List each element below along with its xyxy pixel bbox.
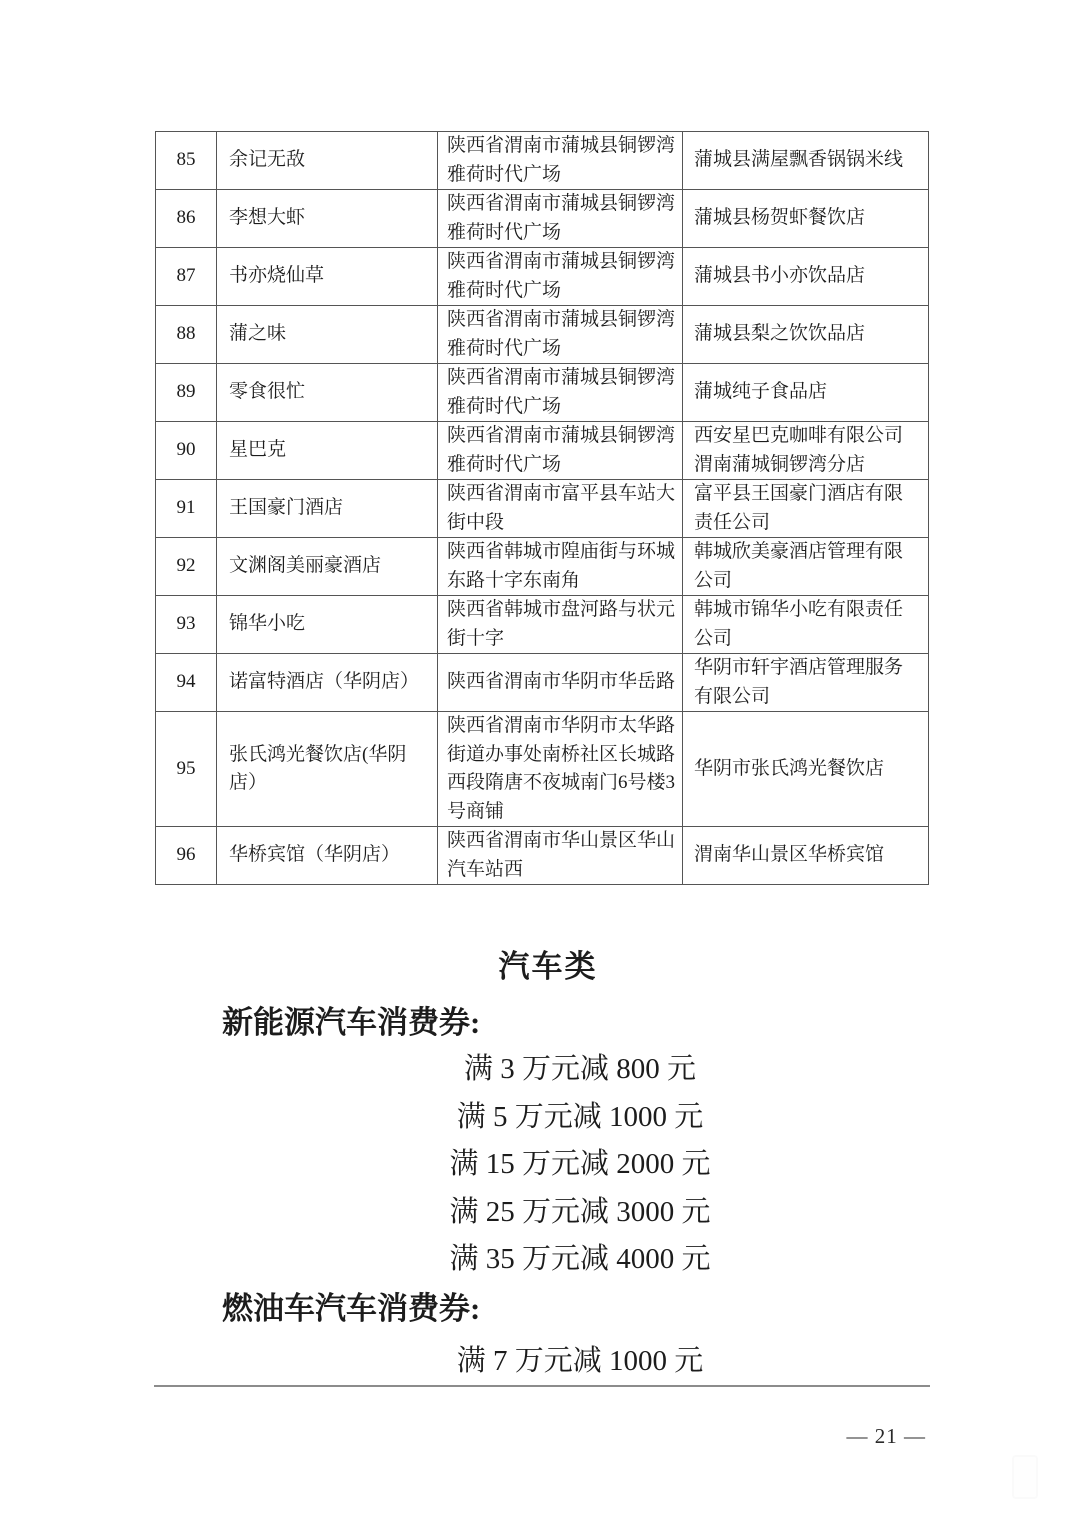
cell-address: 陕西省渭南市蒲城县铜锣湾雅荷时代广场 — [438, 190, 683, 248]
cell-merchant-name: 蒲之味 — [217, 306, 438, 364]
cell-merchant-name: 余记无敌 — [217, 132, 438, 190]
table-row — [156, 538, 929, 596]
cell-merchant-name: 张氏鸿光餐饮店(华阴店） — [217, 712, 438, 827]
cell-company-name: 韩城市锦华小吃有限责任公司 — [683, 596, 929, 654]
cell-row-number: 94 — [156, 654, 217, 712]
cell-row-number: 96 — [156, 827, 217, 885]
ev-tier-4: 满 25 万元减 3000 元 — [449, 1195, 711, 1228]
table-row — [156, 596, 929, 654]
cell-row-number: 87 — [156, 248, 217, 306]
cell-merchant-name: 诺富特酒店（华阴店） — [217, 654, 438, 712]
cell-address: 陕西省渭南市华阴市华岳路 — [438, 654, 683, 712]
cell-company-name: 蒲城县梨之饮饮品店 — [683, 306, 929, 364]
cell-row-number: 90 — [156, 422, 217, 480]
cell-merchant-name: 华桥宾馆（华阴店） — [217, 827, 438, 885]
cell-address: 陕西省渭南市华阴市太华路街道办事处南桥社区长城路西段隋唐不夜城南门6号楼3号商铺 — [438, 712, 683, 827]
ev-voucher-heading: 新能源汽车消费券: — [222, 1005, 481, 1040]
merchant-table-body — [156, 132, 929, 885]
cell-address: 陕西省渭南市蒲城县铜锣湾雅荷时代广场 — [438, 248, 683, 306]
cell-address: 陕西省渭南市蒲城县铜锣湾雅荷时代广场 — [438, 132, 683, 190]
cell-company-name: 蒲城纯子食品店 — [683, 364, 929, 422]
cell-company-name: 韩城欣美豪酒店管理有限公司 — [683, 538, 929, 596]
cell-row-number: 88 — [156, 306, 217, 364]
table-row — [156, 306, 929, 364]
table-row — [156, 480, 929, 538]
fuel-voucher-tiers — [80, 1340, 1080, 1388]
ev-voucher-tiers — [80, 1048, 1080, 1286]
table-row — [156, 712, 929, 827]
ev-tier-5: 满 35 万元减 4000 元 — [449, 1243, 711, 1276]
cell-row-number: 89 — [156, 364, 217, 422]
cell-address: 陕西省韩城市隍庙街与环城东路十字东南角 — [438, 538, 683, 596]
fuel-tier-1: 满 7 万元减 1000 元 — [456, 1345, 704, 1377]
cell-company-name: 富平县王国豪门酒店有限责任公司 — [683, 480, 929, 538]
cell-merchant-name: 零食很忙 — [217, 364, 438, 422]
table-row — [156, 654, 929, 712]
fuel-voucher-heading: 燃油车汽车消费券: — [222, 1291, 481, 1326]
cell-merchant-name: 星巴克 — [217, 422, 438, 480]
table-row — [156, 827, 929, 885]
cell-merchant-name: 书亦烧仙草 — [217, 248, 438, 306]
table-row — [156, 248, 929, 306]
phone-watermark-icon — [1012, 1455, 1038, 1499]
cell-row-number: 85 — [156, 132, 217, 190]
cell-merchant-name: 李想大虾 — [217, 190, 438, 248]
cell-row-number: 93 — [156, 596, 217, 654]
cell-address: 陕西省渭南市蒲城县铜锣湾雅荷时代广场 — [438, 422, 683, 480]
cell-company-name: 华阴市轩宇酒店管理服务有限公司 — [683, 654, 929, 712]
table-row — [156, 422, 929, 480]
cell-merchant-name: 锦华小吃 — [217, 596, 438, 654]
table-row — [156, 132, 929, 190]
cell-row-number: 95 — [156, 712, 217, 827]
page-number: — 21 — — [846, 1424, 926, 1448]
cell-row-number: 92 — [156, 538, 217, 596]
cell-company-name: 蒲城县杨贺虾餐饮店 — [683, 190, 929, 248]
table-row — [156, 190, 929, 248]
ev-tier-3: 满 15 万元减 2000 元 — [449, 1148, 711, 1181]
footer-divider — [154, 1385, 930, 1387]
ev-tier-2: 满 5 万元减 1000 元 — [456, 1100, 704, 1133]
ev-tier-1: 满 3 万元减 800 元 — [463, 1053, 696, 1085]
cell-merchant-name: 王国豪门酒店 — [217, 480, 438, 538]
cell-company-name: 西安星巴克咖啡有限公司渭南蒲城铜锣湾分店 — [683, 422, 929, 480]
merchant-table — [155, 131, 929, 885]
cell-address: 陕西省渭南市蒲城县铜锣湾雅荷时代广场 — [438, 306, 683, 364]
cell-company-name: 蒲城县书小亦饮品店 — [683, 248, 929, 306]
cell-company-name: 华阴市张氏鸿光餐饮店 — [683, 712, 929, 827]
cell-row-number: 86 — [156, 190, 217, 248]
cell-address: 陕西省渭南市富平县车站大街中段 — [438, 480, 683, 538]
cell-company-name: 渭南华山景区华桥宾馆 — [683, 827, 929, 885]
cell-address: 陕西省渭南市华山景区华山汽车站西 — [438, 827, 683, 885]
cell-address: 陕西省韩城市盘河路与状元街十字 — [438, 596, 683, 654]
cell-address: 陕西省渭南市蒲城县铜锣湾雅荷时代广场 — [438, 364, 683, 422]
table-row — [156, 364, 929, 422]
cell-row-number: 91 — [156, 480, 217, 538]
cell-merchant-name: 文渊阁美丽豪酒店 — [217, 538, 438, 596]
cell-company-name: 蒲城县满屋飘香锅锅米线 — [683, 132, 929, 190]
section-title-automobile: 汽车类 — [498, 949, 598, 984]
